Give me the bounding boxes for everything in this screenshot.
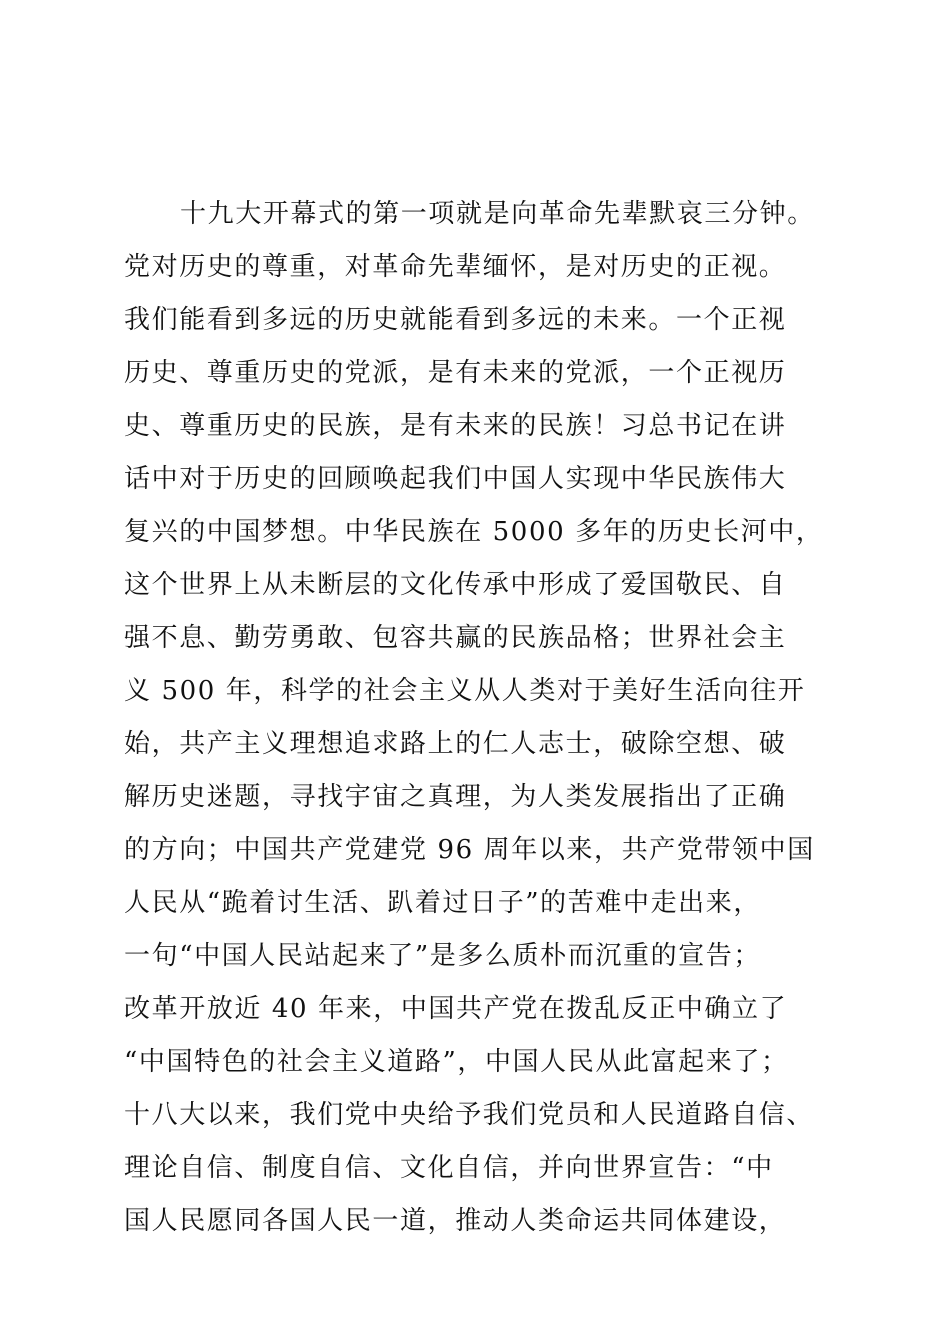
text-line: 国人民愿同各国人民一道，推动人类命运共同体建设， <box>124 1206 787 1236</box>
text-line: 话中对于历史的回顾唤起我们中国人实现中华民族伟大 <box>124 464 787 494</box>
text-line: 义 500 年，科学的社会主义从人类对于美好生活向往开 <box>124 676 806 706</box>
body-paragraph <box>124 188 840 1248</box>
text-line: 这个世界上从未断层的文化传承中形成了爱国敬民、自 <box>124 570 787 600</box>
text-line: 人民从“跪着讨生活、趴着过日子”的苦难中走出来， <box>124 888 761 918</box>
text-line: “中国特色的社会主义道路”，中国人民从此富起来了； <box>124 1047 789 1077</box>
text-line: 史、尊重历史的民族，是有未来的民族！习总书记在讲 <box>124 411 787 441</box>
text-line: 历史、尊重历史的党派，是有未来的党派，一个正视历 <box>124 358 787 388</box>
text-line: 我们能看到多远的历史就能看到多远的未来。一个正视 <box>124 305 787 335</box>
text-line: 复兴的中国梦想。中华民族在 5000 多年的历史长河中， <box>124 517 824 547</box>
text-line: 强不息、勤劳勇敢、包容共赢的民族品格；世界社会主 <box>124 623 787 653</box>
text-line: 解历史迷题，寻找宇宙之真理，为人类发展指出了正确 <box>124 782 787 812</box>
text-line: 改革开放近 40 年来，中国共产党在拨乱反正中确立了 <box>124 994 788 1024</box>
text-line: 十八大以来，我们党中央给予我们党员和人民道路自信、 <box>124 1100 815 1130</box>
text-line: 党对历史的尊重，对革命先辈缅怀，是对历史的正视。 <box>124 252 787 282</box>
text-line: 一句“中国人民站起来了”是多么质朴而沉重的宣告； <box>124 941 761 971</box>
text-line: 理论自信、制度自信、文化自信，并向世界宣告：“中 <box>124 1153 774 1183</box>
text-line: 始，共产主义理想追求路上的仁人志士，破除空想、破 <box>124 729 787 759</box>
text-line: 十九大开幕式的第一项就是向革命先辈默哀三分钟。 <box>180 199 815 229</box>
text-line: 的方向；中国共产党建党 96 周年以来，共产党带领中国 <box>124 835 815 865</box>
